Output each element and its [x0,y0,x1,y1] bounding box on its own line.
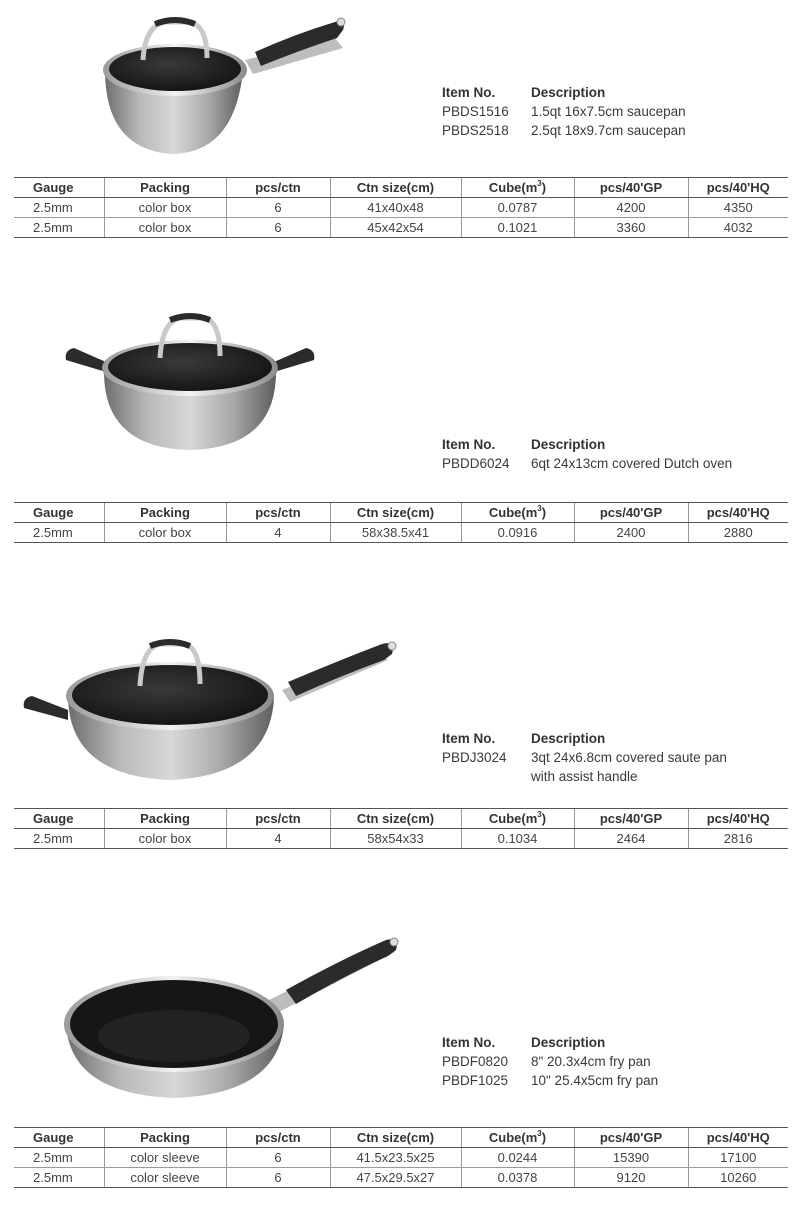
table-cell: 4032 [688,218,788,238]
item-description: 3qt 24x6.8cm covered saute pan [531,750,727,765]
table-cell: 6 [226,218,330,238]
table-cell: 0.1021 [461,218,574,238]
column-header: pcs/40'HQ [688,503,788,523]
column-header: pcs/ctn [226,178,330,198]
column-header: Gauge [14,178,104,198]
column-header: $Cube(m^3)$ [461,1128,574,1148]
item-description-block [442,435,732,473]
column-header: pcs/ctn [226,809,330,829]
table-cell: color box [104,523,226,543]
item-description: 8" 20.3x4cm fry pan [531,1054,651,1069]
product-section-saucepan [0,0,799,245]
item-no: PBDF1025 [442,1073,509,1088]
column-header: $Cube(m^3)$ [461,809,574,829]
table-cell: 4 [226,829,330,849]
item-description-block [442,729,727,786]
item-no-header: Item No. [442,437,496,452]
column-header: Ctn size(cm) [330,503,461,523]
saute-pan-image [20,630,405,785]
table-cell: 3360 [574,218,688,238]
table-cell: 10260 [688,1168,788,1188]
column-header: pcs/40'HQ [688,178,788,198]
column-header: $Cube(m^3)$ [461,503,574,523]
table-cell: 2.5mm [14,1168,104,1188]
table-cell: 6 [226,1148,330,1168]
table-header-row [14,503,788,523]
table-cell: color sleeve [104,1168,226,1188]
product-section-fry-pan [0,930,799,1200]
table-cell: 4350 [688,198,788,218]
product-section-dutch-oven [0,300,799,545]
column-header: Packing [104,1128,226,1148]
table-cell: color box [104,218,226,238]
table-cell: 2.5mm [14,1148,104,1168]
table-cell: 58x38.5x41 [330,523,461,543]
column-header: Packing [104,503,226,523]
table-cell: 0.0378 [461,1168,574,1188]
table-cell: 2.5mm [14,523,104,543]
description-header: Description [531,1035,606,1050]
column-header: Ctn size(cm) [330,178,461,198]
table-row [14,218,788,238]
column-header: Ctn size(cm) [330,809,461,829]
spec-table [14,177,788,238]
table-cell: 6 [226,198,330,218]
item-description: with assist handle [531,769,638,784]
item-description-block [442,1033,658,1090]
saucepan-image [95,8,355,163]
table-header-row [14,809,788,829]
column-header: $Cube(m^3)$ [461,178,574,198]
table-cell: 41.5x23.5x25 [330,1148,461,1168]
column-header: pcs/40'GP [574,809,688,829]
table-row [14,1148,788,1168]
item-description: 2.5qt 18x9.7cm saucepan [531,123,686,138]
table-row [14,829,788,849]
column-header: Gauge [14,809,104,829]
table-cell: color sleeve [104,1148,226,1168]
item-no: PBDF0820 [442,1054,509,1069]
column-header: pcs/40'GP [574,178,688,198]
table-cell: 4 [226,523,330,543]
table-cell: 2.5mm [14,198,104,218]
table-cell: 41x40x48 [330,198,461,218]
fry-pan-image [60,932,405,1102]
item-description: 1.5qt 16x7.5cm saucepan [531,104,686,119]
spec-table [14,808,788,849]
spec-table [14,1127,788,1188]
table-row [14,1168,788,1188]
table-cell: color box [104,829,226,849]
table-header-row [14,178,788,198]
item-no: PBDS1516 [442,104,509,119]
column-header: Ctn size(cm) [330,1128,461,1148]
column-header: pcs/40'GP [574,503,688,523]
table-cell: 45x42x54 [330,218,461,238]
table-cell: 4200 [574,198,688,218]
table-cell: 6 [226,1168,330,1188]
item-no-header: Item No. [442,1035,496,1050]
table-row [14,523,788,543]
item-no-header: Item No. [442,731,496,746]
column-header: pcs/ctn [226,503,330,523]
table-cell: 2816 [688,829,788,849]
item-no [442,767,531,786]
dutch-oven-image [60,310,320,460]
column-header: pcs/40'HQ [688,1128,788,1148]
product-section-saute-pan [0,620,799,865]
item-no-header: Item No. [442,85,496,100]
table-cell: 0.0916 [461,523,574,543]
table-cell: 58x54x33 [330,829,461,849]
table-header-row [14,1128,788,1148]
column-header: pcs/40'HQ [688,809,788,829]
table-cell: 2400 [574,523,688,543]
table-cell: 9120 [574,1168,688,1188]
item-description: 6qt 24x13cm covered Dutch oven [531,456,733,471]
table-row [14,198,788,218]
table-cell: 2.5mm [14,829,104,849]
table-cell: 2.5mm [14,218,104,238]
column-header: Gauge [14,503,104,523]
table-cell: 15390 [574,1148,688,1168]
table-cell: 0.1034 [461,829,574,849]
table-cell: 2880 [688,523,788,543]
table-cell: 47.5x29.5x27 [330,1168,461,1188]
table-cell: 0.0787 [461,198,574,218]
column-header: pcs/40'GP [574,1128,688,1148]
item-description-block [442,83,686,140]
item-no: PBDD6024 [442,456,510,471]
column-header: Packing [104,178,226,198]
table-cell: 17100 [688,1148,788,1168]
item-description: 10" 25.4x5cm fry pan [531,1073,659,1088]
table-cell: 0.0244 [461,1148,574,1168]
description-header: Description [531,437,606,452]
description-header: Description [531,85,606,100]
table-cell: color box [104,198,226,218]
item-no: PBDS2518 [442,123,509,138]
description-header: Description [531,731,606,746]
item-no: PBDJ3024 [442,750,507,765]
table-cell: 2464 [574,829,688,849]
spec-table [14,502,788,543]
column-header: pcs/ctn [226,1128,330,1148]
column-header: Gauge [14,1128,104,1148]
column-header: Packing [104,809,226,829]
